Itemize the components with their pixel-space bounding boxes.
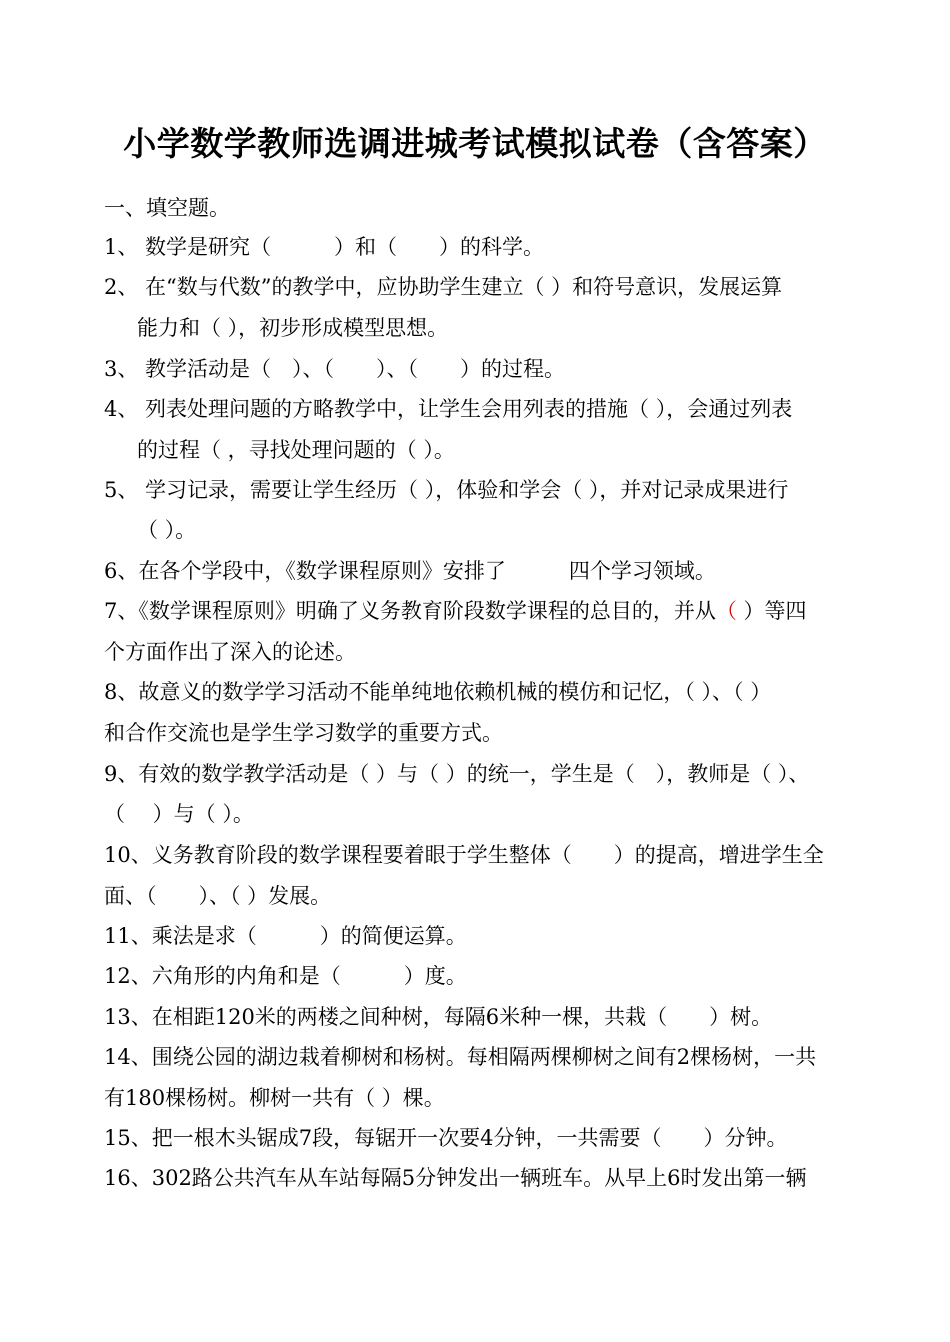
question-9-line-1: 9、有效的数学教学活动是（ ）与（ ）的统一，学生是（ ），教师是（ ）、: [104, 762, 810, 786]
question-8-line-2: 和合作交流也是学生学习数学的重要方式。: [104, 721, 503, 745]
question-5-line-2: （ ）。: [137, 518, 197, 542]
question-14-line-2: 有180棵杨树。柳树一共有（ ）棵。: [104, 1086, 445, 1110]
question-3: 3、 教学活动是（ ）、（ ）、（ ）的过程。: [104, 357, 566, 381]
question-5-line-1: 5、 学习记录，需要让学生经历（ ），体验和学会（ ），并对记录成果进行: [104, 478, 789, 502]
question-7-text-end: ）等四: [736, 599, 807, 623]
question-14-line-1: 14、围绕公园的湖边栽着柳树和杨树。每相隔两棵柳树之间有2棵杨树，一共: [104, 1045, 817, 1069]
question-4-line-2: 的过程（ ，寻找处理问题的（ ）。: [137, 438, 455, 462]
question-7-red-bracket: （: [715, 599, 737, 623]
question-7-line-2: 个方面作出了深入的论述。: [104, 640, 356, 664]
question-15: 15、把一根木头锯成7段，每锯开一次要4分钟，一共需要（ ）分钟。: [104, 1126, 788, 1150]
question-12: 12、六角形的内角和是（ ）度。: [104, 964, 467, 988]
question-16-line-1: 16、302路公共汽车从车站每隔5分钟发出一辆班车。从早上6时发出第一辆: [104, 1166, 807, 1190]
question-2-line-2: 能力和（ ），初步形成模型思想。: [137, 316, 449, 340]
question-2-line-1: 2、 在“数与代数”的教学中，应协助学生建立（ ）和符号意识，发展运算: [104, 275, 783, 299]
question-1: 1、 数学是研究（ ）和（ ）的科学。: [104, 235, 545, 259]
section-heading: 一、填空题。: [104, 196, 230, 220]
question-10-line-1: 10、义务教育阶段的数学课程要着眼于学生整体（ ）的提高，增进学生全: [104, 843, 824, 867]
question-9-line-2: （ ）与（ ）。: [104, 802, 254, 826]
question-8-line-1: 8、故意义的数学学习活动不能单纯地依赖机械的模仿和记忆，（ ）、（ ）: [104, 680, 772, 704]
question-4-line-1: 4、 列表处理问题的方略教学中，让学生会用列表的措施（ ），会通过列表: [104, 397, 793, 421]
question-7-text-start: 7、《数学课程原则》明确了义务教育阶段数学课程的总目的，并从: [104, 599, 716, 623]
question-6: 6、在各个学段中，《数学课程原则》安排了 四个学习领域。: [104, 559, 716, 583]
question-11: 11、乘法是求（ ）的简便运算。: [104, 924, 467, 948]
page-title: 小学数学教师选调进城考试模拟试卷（含答案）: [123, 124, 827, 163]
question-10-line-2: 面、（ ）、（ ）发展。: [104, 884, 332, 908]
question-13: 13、在相距120米的两楼之间种树，每隔6米种一棵，共栽（ ）树。: [104, 1005, 773, 1029]
question-7-line-1: [104, 596, 807, 626]
